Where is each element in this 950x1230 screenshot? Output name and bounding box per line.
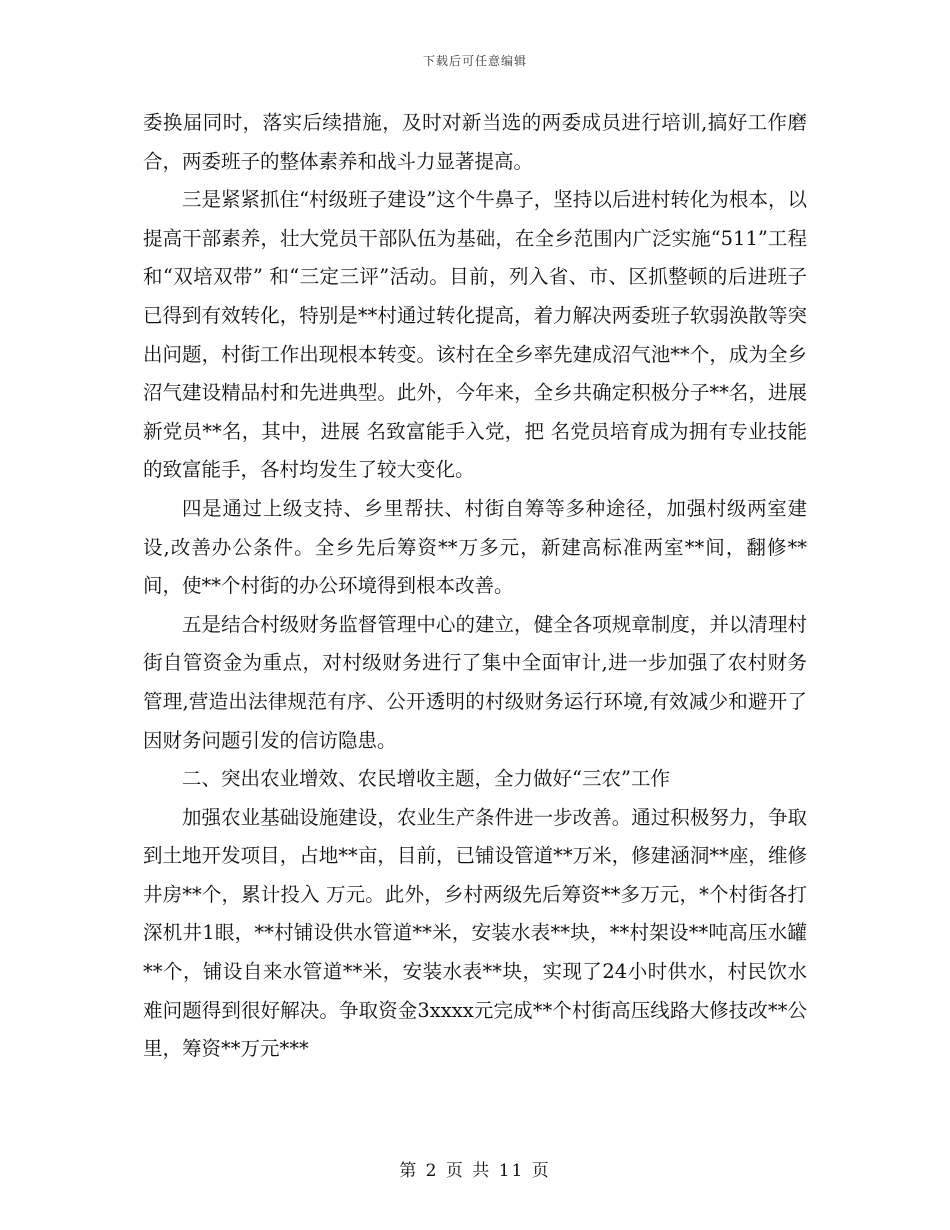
section-heading: 二、突出农业增效、农民增收主题，全力做好“三农”工作 bbox=[182, 767, 670, 791]
document-body bbox=[143, 104, 807, 1069]
paragraph-1: 委换届同时，落实后续措施，及时对新当选的两委成员进行培训,搞好工作磨合，两委班子的整体素养和战斗力显著提高。 bbox=[143, 111, 807, 173]
paragraph-5: 加强农业基础设施建设，农业生产条件进一步改善。通过积极努力，争取到土地开发项目，占地**亩，目前，已铺设管道**万米，修建涵洞**座，维修井房**个，累计投入 万元。此外，乡村两级先后筹资**多万元，*个村街各打深机井1眼，**村铺设供水管道**米，安装水表**块，**村架设**吨高压水罐**个，铺设自来水管道**米，安装水表**块，实现了24小时供水，村民饮水难问题得到很好解决。争取资金3xxxx元完成**个村街高压线路大修技改**公里，筹资**万元*** bbox=[143, 805, 807, 1061]
paragraph-4: 五是结合村级财务监督管理中心的建立，健全各项规章制度，并以清理村街自管资金为重点，对村级财务进行了集中全面审计,进一步加强了农村财务管理,营造出法律规范有序、公开透明的村级财务运行环境,有效减少和避开了因财务问题引发的信访隐患。 bbox=[143, 612, 807, 752]
page-footer: 第 2 页 共 11 页 bbox=[399, 1161, 551, 1181]
paragraph-3: 四是通过上级支持、乡里帮扶、村街自筹等多种途径，加强村级两室建设,改善办公条件。全乡先后筹资**万多元，新建高标准两室**间，翻修**间，使**个村街的办公环境得到根本改善。 bbox=[143, 496, 807, 598]
paragraph-2: 三是紧紧抓住“村级班子建设”这个牛鼻子，坚持以后进村转化为根本，以提高干部素养，壮大党员干部队伍为基础，在全乡范围内广泛实施“511”工程和“双培双带” 和“三定三评”活动。目前，列入省、市、区抓整顿的后进班子已得到有效转化，特别是**村通过转化提高，着力解决两委班子软弱涣散等突出问题，村街工作出现根本转变。该村在全乡率先建成沼气池**个，成为全乡沼气建设精品村和先进典型。此外，今年来，全乡共确定积极分子**名，进展新党员**名，其中，进展 名致富能手入党，把 名党员培育成为拥有专业技能的致富能手，各村均发生了较大变化。 bbox=[143, 188, 807, 482]
page-header: 下载后可任意编辑 bbox=[422, 54, 527, 68]
